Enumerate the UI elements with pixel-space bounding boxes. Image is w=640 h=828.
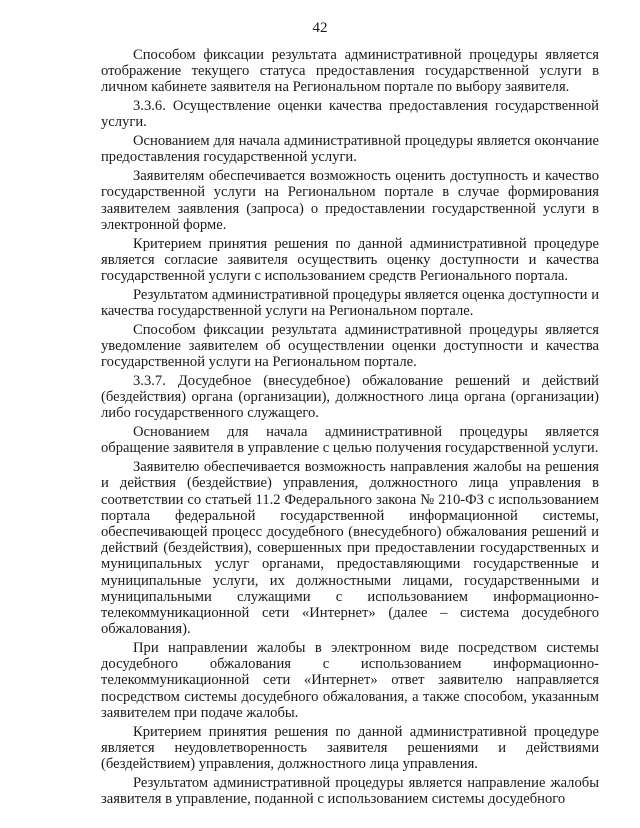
paragraph: Результатом административной процедуры является оценка доступности и качества государственной услуги на Региональном портале. bbox=[101, 286, 599, 320]
paragraph: Заявителю обеспечивается возможность направления жалобы на решения и действия (бездействие) управления, должностного лица управления в соответствии со статьей 11.2 Федерального закона № 210-ФЗ с использованием портала федеральной государственной информационной системы, обеспечивающей процесс досудебного (внесудебного) обжалования решений и действий (бездействия), совершенных при предоставлении государственных и муниципальных услуг органами, предоставляющими государственные и муниципальные услуги, их должностными лицами, государственными и муниципальными служащими с использованием информационно-телекоммуникационной сети «Интернет» (далее – система досудебного обжалования). bbox=[101, 459, 599, 638]
paragraph: Способом фиксации результата административной процедуры является уведомление заявителем об осуществлении оценки доступности и качества государственной услуги на Региональном портале. bbox=[101, 321, 599, 371]
paragraph: Заявителям обеспечивается возможность оценить доступность и качество государственной услуги на Региональном портале в случае формирования заявителем заявления (запроса) о предоставлении государственной услуги в электронной форме. bbox=[101, 168, 599, 233]
paragraph: Результатом административной процедуры является направление жалобы заявителя в управление, поданной с использованием системы досудебного bbox=[101, 774, 599, 808]
paragraph: Способом фиксации результата административной процедуры является отображение текущего статуса предоставления государственной услуги в личном кабинете заявителя на Региональном портале по выбору заявителя. bbox=[101, 47, 599, 96]
paragraph: Критерием принятия решения по данной административной процедуре является неудовлетворенность заявителя решениями и действиями (бездействием) управления, должностного лица управления. bbox=[101, 723, 599, 773]
section-heading: 3.3.6. Осуществление оценки качества предоставления государственной услуги. bbox=[101, 98, 599, 131]
paragraph: Основанием для начала административной процедуры является окончание предоставления государственной услуги. bbox=[101, 133, 599, 166]
paragraph: Основанием для начала административной процедуры является обращение заявителя в управление с целью получения государственной услуги. bbox=[101, 424, 599, 457]
section-heading: 3.3.7. Досудебное (внесудебное) обжалование решений и действий (бездействия) органа (организации), должностного лица органа (организации) либо государственного служащего. bbox=[101, 373, 599, 422]
paragraph: При направлении жалобы в электронном виде посредством системы досудебного обжалования с использованием информационно-телекоммуникационной сети «Интернет» ответ заявителю направляется посредством системы досудебного обжалования, а также способом, указанным заявителем при подаче жалобы. bbox=[101, 640, 599, 721]
paragraph: Критерием принятия решения по данной административной процедуре является согласие заявителя осуществить оценку доступности и качества государственной услуги с использованием средств Регионального портала. bbox=[101, 235, 599, 285]
document-body bbox=[101, 47, 599, 810]
page-number: 42 bbox=[312, 20, 328, 36]
